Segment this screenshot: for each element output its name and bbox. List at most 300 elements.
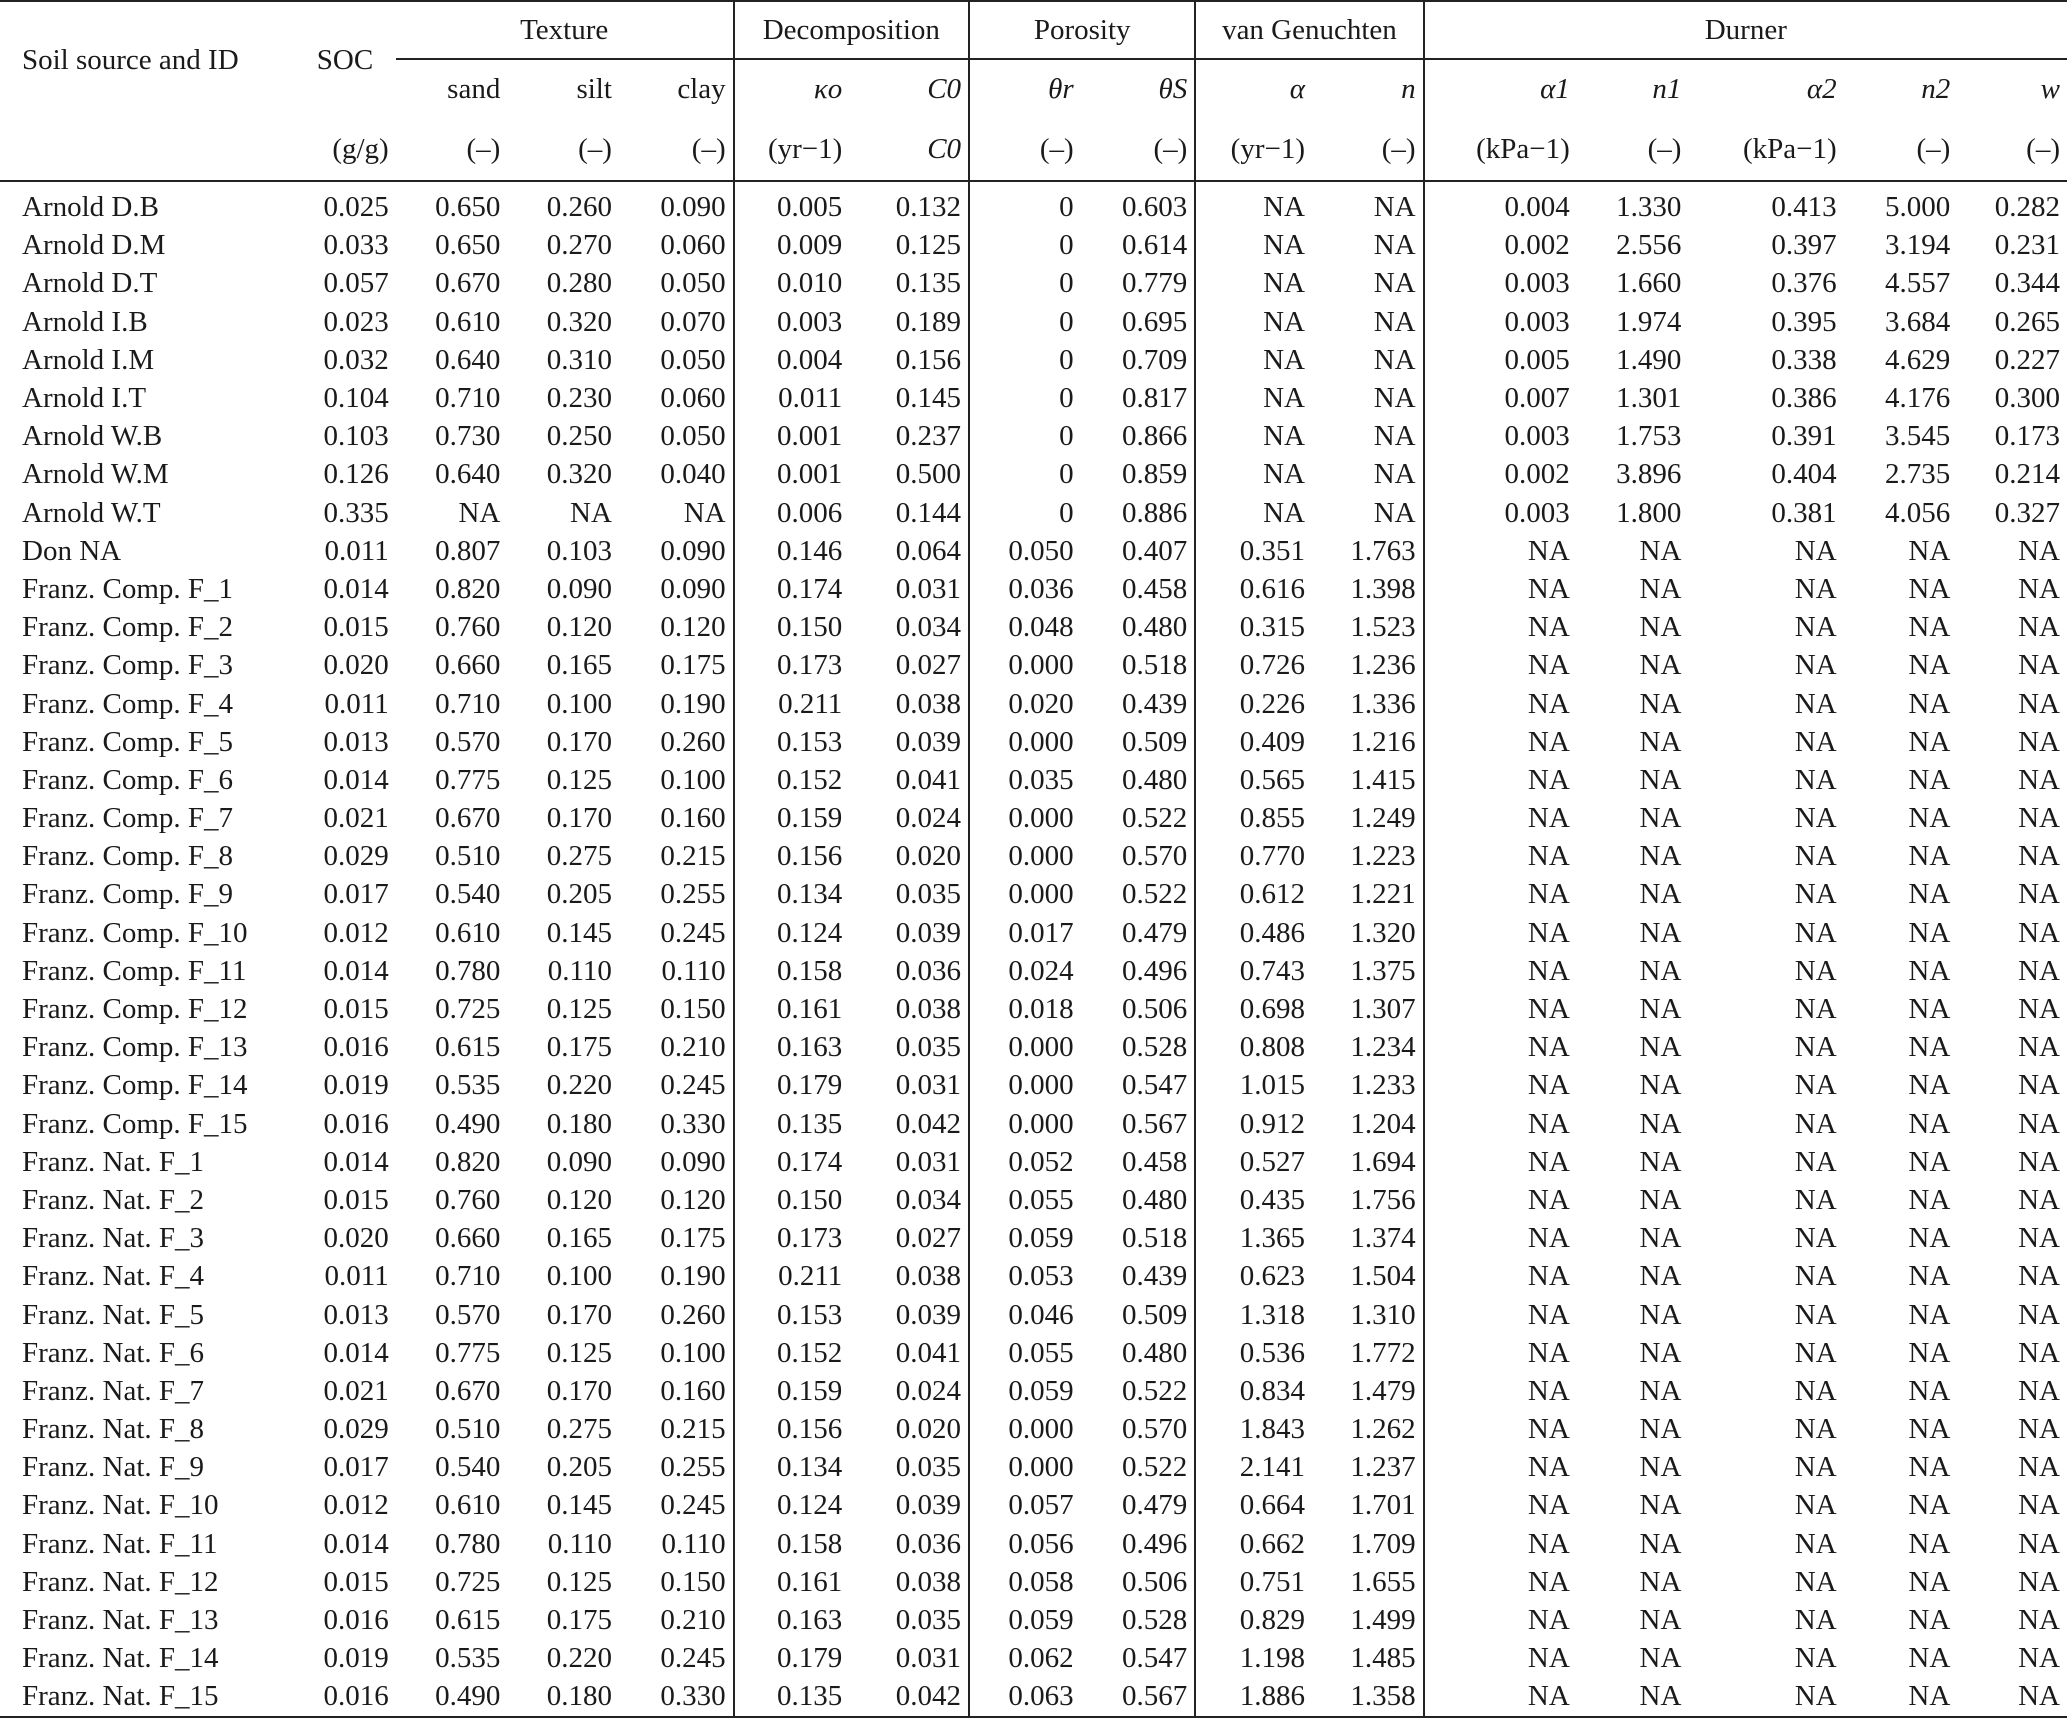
- cell-c0: 0.031: [895, 1145, 962, 1178]
- cell-c0: 0.189: [895, 305, 962, 338]
- cell-kappa0: 0.159: [734, 799, 850, 837]
- cell-n: NA: [1373, 420, 1416, 453]
- cell-w: 0.282: [1994, 191, 2060, 224]
- cell-w: NA: [2018, 687, 2060, 720]
- table-row: [0, 1486, 2067, 1524]
- table-row: [0, 264, 2067, 302]
- cell-clay: 0.330: [660, 1107, 726, 1140]
- cell-theta-r: 0.046: [969, 1295, 1081, 1333]
- cell-sand: 0.725: [435, 1565, 501, 1598]
- cell-alpha: 0.616: [1195, 570, 1312, 608]
- cell-n: 1.307: [1350, 993, 1416, 1026]
- col-header-soc: SOC: [316, 44, 374, 76]
- cell-w: 0.265: [1994, 305, 2060, 338]
- cell-theta-s: 0.695: [1122, 305, 1188, 338]
- cell-theta-s: 0.567: [1081, 1677, 1196, 1716]
- table-row: [0, 1525, 2067, 1563]
- cell-sand: 0.775: [435, 1336, 501, 1369]
- cell-clay: 0.060: [660, 382, 726, 415]
- cell-theta-r: 0.058: [969, 1563, 1081, 1601]
- table-row: [0, 1295, 2067, 1333]
- cell-alpha2: NA: [1794, 1298, 1837, 1331]
- cell-clay: 0.215: [660, 840, 726, 873]
- group-header-durner: Durner: [1424, 1, 2067, 59]
- cell-clay: 0.210: [660, 1604, 726, 1637]
- cell-silt: 0.120: [546, 1183, 612, 1216]
- cell-c0: 0.038: [895, 1260, 962, 1293]
- cell-silt: 0.205: [546, 878, 612, 911]
- cell-alpha1: 0.002: [1424, 455, 1577, 493]
- cell-silt: 0.180: [507, 1677, 619, 1716]
- cell-n: 1.249: [1350, 802, 1416, 835]
- cell-silt: 0.220: [546, 1642, 612, 1675]
- cell-alpha: 0.829: [1195, 1601, 1312, 1639]
- cell-alpha: 1.886: [1195, 1677, 1312, 1716]
- cell-alpha1: NA: [1424, 1181, 1577, 1219]
- cell-theta-s: 0.480: [1122, 763, 1188, 796]
- cell-n1: NA: [1639, 916, 1682, 949]
- cell-w: NA: [2018, 1260, 2060, 1293]
- cell-alpha: 1.365: [1195, 1219, 1312, 1257]
- cell-w: NA: [2018, 954, 2060, 987]
- cell-n2: NA: [1908, 840, 1951, 873]
- cell-theta-s: 0.458: [1122, 572, 1188, 605]
- cell-w: NA: [2018, 1222, 2060, 1255]
- cell-silt: NA: [570, 496, 612, 529]
- table-row: [0, 952, 2067, 990]
- cell-theta-r: 0.057: [969, 1486, 1081, 1524]
- cell-theta-r: 0.000: [969, 1448, 1081, 1486]
- cell-sand: 0.640: [435, 343, 501, 376]
- col-header-alpha2: α2: [1806, 73, 1837, 105]
- cell-n2: NA: [1908, 1222, 1951, 1255]
- cell-n2: NA: [1908, 687, 1951, 720]
- cell-n2: NA: [1908, 1260, 1951, 1293]
- cell-silt: 0.320: [546, 458, 612, 491]
- cell-c0: 0.027: [895, 649, 962, 682]
- group-header-decomposition: Decomposition: [734, 1, 969, 59]
- cell-n1: NA: [1639, 1298, 1682, 1331]
- cell-theta-s: 0.509: [1122, 725, 1188, 758]
- cell-kappa0: 0.163: [734, 1028, 850, 1066]
- cell-w: NA: [1957, 1677, 2067, 1716]
- table-row: [0, 455, 2067, 493]
- cell-sand: NA: [458, 496, 501, 529]
- cell-silt: 0.110: [547, 954, 612, 987]
- cell-alpha1: NA: [1424, 952, 1577, 990]
- cell-sand: 0.650: [435, 229, 501, 262]
- cell-w: 0.227: [1994, 343, 2060, 376]
- cell-n2: NA: [1908, 1183, 1951, 1216]
- cell-alpha1: NA: [1424, 875, 1577, 913]
- cell-sand: 0.510: [435, 1413, 501, 1446]
- cell-w: 0.214: [1994, 458, 2060, 491]
- cell-c0: 0.034: [895, 1183, 962, 1216]
- cell-n2: 3.194: [1885, 229, 1951, 262]
- cell-silt: 0.220: [546, 1069, 612, 1102]
- cell-n2: NA: [1908, 1413, 1951, 1446]
- cell-theta-s: 0.439: [1122, 1260, 1188, 1293]
- cell-c0: 0.237: [895, 420, 962, 453]
- cell-soil-id: Franz. Comp. F_8: [22, 840, 234, 873]
- cell-n: NA: [1373, 191, 1416, 224]
- cell-alpha1: NA: [1424, 1143, 1577, 1181]
- cell-n1: NA: [1639, 611, 1682, 644]
- cell-soil-id: Franz. Comp. F_11: [22, 954, 247, 987]
- cell-soc: 0.019: [323, 1642, 389, 1675]
- cell-alpha2: NA: [1794, 916, 1837, 949]
- cell-alpha2: NA: [1794, 954, 1837, 987]
- cell-alpha1: NA: [1424, 1563, 1577, 1601]
- table-row: [0, 1219, 2067, 1257]
- table-row: [0, 379, 2067, 417]
- cell-alpha: 0.808: [1195, 1028, 1312, 1066]
- cell-c0: 0.035: [895, 878, 962, 911]
- cell-n2: 4.629: [1885, 343, 1951, 376]
- cell-alpha: 0.351: [1195, 532, 1312, 570]
- cell-theta-s: 0.528: [1122, 1031, 1188, 1064]
- cell-n1: NA: [1639, 1642, 1682, 1675]
- cell-theta-r: 0: [969, 494, 1081, 532]
- cell-alpha2: NA: [1794, 725, 1837, 758]
- cell-soil-id: Franz. Comp. F_12: [22, 993, 248, 1026]
- cell-sand: 0.775: [435, 763, 501, 796]
- cell-theta-r: 0.020: [969, 684, 1081, 722]
- cell-silt: 0.090: [546, 1145, 612, 1178]
- header-row-groups: [0, 1, 2067, 59]
- cell-soc: 0.033: [323, 229, 389, 262]
- table-row: [0, 1677, 2067, 1716]
- table-row: [0, 1105, 2067, 1143]
- cell-w: NA: [2018, 1604, 2060, 1637]
- cell-theta-s: 0.570: [1122, 1413, 1188, 1446]
- cell-silt: 0.275: [546, 1413, 612, 1446]
- cell-alpha1: NA: [1424, 1257, 1577, 1295]
- cell-n1: 3.896: [1616, 458, 1682, 491]
- cell-clay: 0.175: [660, 1222, 726, 1255]
- cell-theta-s: 0.458: [1122, 1145, 1188, 1178]
- cell-c0: 0.041: [895, 763, 962, 796]
- cell-n: 1.336: [1350, 687, 1416, 720]
- cell-n: NA: [1373, 458, 1416, 491]
- cell-sand: 0.490: [396, 1677, 508, 1716]
- cell-c0: 0.042: [895, 1107, 962, 1140]
- cell-kappa0: 0.009: [734, 226, 850, 264]
- cell-kappa0: 0.003: [734, 303, 850, 341]
- cell-n1: NA: [1639, 572, 1682, 605]
- table-row: [0, 608, 2067, 646]
- cell-alpha1: NA: [1424, 1486, 1577, 1524]
- cell-theta-s: 0.886: [1122, 496, 1188, 529]
- cell-kappa0: 0.161: [734, 1563, 850, 1601]
- cell-n: 1.763: [1350, 534, 1416, 567]
- cell-theta-r: 0.000: [969, 837, 1081, 875]
- table-row: [0, 570, 2067, 608]
- cell-n1: 2.556: [1616, 229, 1682, 262]
- table-row: [0, 1410, 2067, 1448]
- cell-theta-s: 0.506: [1122, 1565, 1188, 1598]
- group-header-texture: Texture: [396, 1, 734, 59]
- cell-n: NA: [1373, 496, 1416, 529]
- cell-alpha2: NA: [1794, 802, 1837, 835]
- cell-alpha1: 0.007: [1424, 379, 1577, 417]
- cell-clay: 0.255: [660, 878, 726, 911]
- cell-w: 0.173: [1994, 420, 2060, 453]
- cell-silt: 0.280: [546, 267, 612, 300]
- cell-alpha: 0.912: [1195, 1105, 1312, 1143]
- cell-soil-id: Franz. Comp. F_7: [22, 802, 234, 835]
- cell-theta-r: 0.056: [969, 1525, 1081, 1563]
- cell-n2: NA: [1844, 1677, 1958, 1716]
- cell-alpha: NA: [1195, 417, 1312, 455]
- cell-clay: 0.215: [660, 1413, 726, 1446]
- cell-soc: 0.011: [324, 1260, 389, 1293]
- cell-clay: 0.260: [660, 725, 726, 758]
- cell-c0: 0.020: [895, 840, 962, 873]
- cell-silt: 0.125: [546, 1336, 612, 1369]
- cell-soil-id: Arnold W.B: [22, 420, 163, 453]
- cell-silt: 0.310: [546, 343, 612, 376]
- cell-alpha: 0.435: [1195, 1181, 1312, 1219]
- cell-theta-s: 0.518: [1122, 1222, 1188, 1255]
- cell-kappa0: 0.150: [734, 608, 850, 646]
- cell-w: NA: [2018, 1031, 2060, 1064]
- cell-theta-r: 0.036: [969, 570, 1081, 608]
- cell-soil-id: Franz. Nat. F_9: [22, 1451, 205, 1484]
- cell-silt: 0.230: [546, 382, 612, 415]
- cell-silt: 0.275: [546, 840, 612, 873]
- cell-alpha2: NA: [1794, 1183, 1837, 1216]
- cell-w: 0.300: [1994, 382, 2060, 415]
- cell-n: 1.358: [1312, 1677, 1424, 1716]
- cell-sand: 0.820: [435, 572, 501, 605]
- cell-n2: NA: [1908, 954, 1951, 987]
- cell-silt: 0.090: [546, 572, 612, 605]
- cell-alpha: 0.486: [1195, 914, 1312, 952]
- units-n2: (–): [1916, 133, 1951, 165]
- cell-theta-r: 0: [969, 226, 1081, 264]
- cell-soc: 0.013: [323, 1298, 389, 1331]
- cell-theta-r: 0.053: [969, 1257, 1081, 1295]
- cell-soil-id: Don NA: [22, 534, 122, 567]
- cell-silt: 0.170: [546, 1298, 612, 1331]
- cell-soil-id: Franz. Comp. F_6: [22, 763, 234, 796]
- cell-soil-id: Arnold D.B: [22, 191, 159, 224]
- cell-alpha1: NA: [1424, 761, 1577, 799]
- cell-kappa0: 0.001: [734, 417, 850, 455]
- cell-theta-s: 0.407: [1122, 534, 1188, 567]
- cell-c0: 0.024: [895, 802, 962, 835]
- table-row: [0, 990, 2067, 1028]
- cell-soc: 0.014: [323, 1145, 389, 1178]
- cell-alpha: 0.226: [1195, 684, 1312, 722]
- cell-n2: NA: [1908, 1642, 1951, 1675]
- cell-n: 1.234: [1350, 1031, 1416, 1064]
- cell-alpha2: 0.386: [1771, 382, 1837, 415]
- cell-theta-s: 0.603: [1122, 191, 1188, 224]
- table-row: [0, 1028, 2067, 1066]
- cell-silt: 0.110: [547, 1527, 612, 1560]
- cell-kappa0: 0.153: [734, 1295, 850, 1333]
- cell-kappa0: 0.211: [734, 1257, 850, 1295]
- cell-clay: 0.050: [660, 343, 726, 376]
- cell-soil-id: Franz. Nat. F_11: [22, 1527, 218, 1560]
- cell-n: 1.233: [1350, 1069, 1416, 1102]
- cell-alpha: NA: [1195, 226, 1312, 264]
- cell-theta-s: 0.439: [1122, 687, 1188, 720]
- table-row: [0, 417, 2067, 455]
- cell-n: 1.415: [1350, 763, 1416, 796]
- cell-alpha1: 0.004: [1424, 181, 1577, 226]
- cell-theta-r: 0.000: [969, 799, 1081, 837]
- table-row: [0, 532, 2067, 570]
- cell-n: 1.709: [1350, 1527, 1416, 1560]
- cell-alpha2: NA: [1794, 763, 1837, 796]
- cell-w: NA: [2018, 1183, 2060, 1216]
- cell-kappa0: 0.001: [734, 455, 850, 493]
- cell-theta-s: 0.866: [1122, 420, 1188, 453]
- cell-alpha: 0.536: [1195, 1334, 1312, 1372]
- cell-alpha: 0.315: [1195, 608, 1312, 646]
- cell-soc: 0.014: [323, 1336, 389, 1369]
- cell-alpha2: NA: [1794, 1069, 1837, 1102]
- cell-alpha1: NA: [1424, 1066, 1577, 1104]
- cell-c0: 0.145: [895, 382, 962, 415]
- cell-n: 1.479: [1350, 1374, 1416, 1407]
- cell-n2: NA: [1908, 1031, 1951, 1064]
- cell-alpha2: 0.397: [1771, 229, 1837, 262]
- cell-clay: 0.260: [660, 1298, 726, 1331]
- cell-silt: 0.250: [546, 420, 612, 453]
- cell-c0: 0.034: [895, 611, 962, 644]
- cell-soc: 0.015: [323, 1183, 389, 1216]
- cell-alpha2: NA: [1794, 1031, 1837, 1064]
- cell-w: NA: [2018, 1107, 2060, 1140]
- cell-alpha: 1.015: [1195, 1066, 1312, 1104]
- cell-alpha: 1.843: [1195, 1410, 1312, 1448]
- cell-n2: NA: [1908, 572, 1951, 605]
- cell-n2: NA: [1908, 1298, 1951, 1331]
- cell-n1: 1.330: [1616, 191, 1682, 224]
- cell-n: 1.523: [1350, 611, 1416, 644]
- cell-kappa0: 0.152: [734, 1334, 850, 1372]
- cell-alpha2: NA: [1794, 1489, 1837, 1522]
- cell-alpha1: NA: [1424, 532, 1577, 570]
- cell-silt: 0.125: [546, 763, 612, 796]
- cell-theta-r: 0.059: [969, 1601, 1081, 1639]
- cell-n: NA: [1373, 382, 1416, 415]
- cell-kappa0: 0.134: [734, 875, 850, 913]
- cell-c0: 0.036: [895, 1527, 962, 1560]
- cell-soc: 0.017: [323, 1451, 389, 1484]
- cell-n: 1.701: [1350, 1489, 1416, 1522]
- cell-alpha2: NA: [1794, 1604, 1837, 1637]
- cell-sand: 0.660: [435, 1222, 501, 1255]
- table-row: [0, 494, 2067, 532]
- cell-sand: 0.820: [435, 1145, 501, 1178]
- cell-n2: NA: [1908, 1107, 1951, 1140]
- cell-n1: NA: [1639, 1451, 1682, 1484]
- table-row: [0, 226, 2067, 264]
- cell-silt: 0.165: [546, 1222, 612, 1255]
- cell-theta-r: 0: [969, 417, 1081, 455]
- cell-soil-id: Franz. Nat. F_10: [22, 1489, 219, 1522]
- cell-c0: 0.038: [895, 1565, 962, 1598]
- cell-sand: 0.670: [435, 802, 501, 835]
- cell-clay: 0.150: [660, 993, 726, 1026]
- cell-n: 1.221: [1350, 878, 1416, 911]
- cell-n: 1.375: [1350, 954, 1416, 987]
- cell-silt: 0.125: [546, 1565, 612, 1598]
- cell-n2: NA: [1908, 1527, 1951, 1560]
- cell-soc: 0.013: [323, 725, 389, 758]
- cell-alpha2: NA: [1794, 649, 1837, 682]
- col-header-n2: n2: [1921, 73, 1951, 105]
- cell-soil-id: Franz. Nat. F_3: [22, 1222, 205, 1255]
- cell-soc: 0.020: [323, 649, 389, 682]
- table-row: [0, 1601, 2067, 1639]
- cell-alpha1: NA: [1424, 646, 1577, 684]
- cell-n: 1.374: [1350, 1222, 1416, 1255]
- cell-c0: 0.038: [895, 687, 962, 720]
- cell-soil-id: Franz. Nat. F_7: [22, 1374, 205, 1407]
- cell-w: NA: [2018, 1298, 2060, 1331]
- cell-w: NA: [2018, 1374, 2060, 1407]
- cell-alpha2: NA: [1794, 1107, 1837, 1140]
- cell-clay: 0.090: [660, 191, 726, 224]
- cell-n2: 5.000: [1885, 191, 1951, 224]
- cell-silt: 0.170: [546, 1374, 612, 1407]
- cell-alpha2: 0.391: [1771, 420, 1837, 453]
- cell-soc: 0.012: [323, 916, 389, 949]
- cell-theta-s: 0.570: [1122, 840, 1188, 873]
- cell-alpha: 0.623: [1195, 1257, 1312, 1295]
- cell-soc: 0.029: [323, 840, 389, 873]
- cell-alpha1: NA: [1424, 1601, 1577, 1639]
- cell-n1: NA: [1639, 725, 1682, 758]
- cell-theta-r: 0.000: [969, 723, 1081, 761]
- cell-soc: 0.011: [324, 687, 389, 720]
- cell-n1: NA: [1639, 1565, 1682, 1598]
- cell-n1: NA: [1639, 954, 1682, 987]
- cell-theta-r: 0: [969, 379, 1081, 417]
- cell-c0: 0.039: [895, 1298, 962, 1331]
- cell-w: NA: [2018, 1069, 2060, 1102]
- cell-n: 1.310: [1350, 1298, 1416, 1331]
- cell-soil-id: Franz. Nat. F_4: [22, 1260, 205, 1293]
- cell-n1: 1.301: [1616, 382, 1682, 415]
- cell-alpha2: NA: [1794, 1336, 1837, 1369]
- cell-sand: 0.760: [435, 1183, 501, 1216]
- cell-n1: NA: [1639, 878, 1682, 911]
- col-header-w: w: [2040, 73, 2060, 105]
- cell-kappa0: 0.124: [734, 914, 850, 952]
- cell-c0: 0.038: [895, 993, 962, 1026]
- col-header-soil-source: Soil source and ID: [22, 44, 239, 76]
- cell-n1: NA: [1639, 1107, 1682, 1140]
- cell-soc: 0.057: [323, 267, 389, 300]
- cell-silt: 0.100: [546, 1260, 612, 1293]
- cell-theta-s: 0.509: [1122, 1298, 1188, 1331]
- cell-alpha2: NA: [1794, 1451, 1837, 1484]
- table-row: [0, 1372, 2067, 1410]
- cell-theta-r: 0.000: [969, 1066, 1081, 1104]
- units-theta-s: (–): [1153, 133, 1188, 165]
- cell-theta-s: 0.518: [1122, 649, 1188, 682]
- cell-theta-s: 0.547: [1122, 1069, 1188, 1102]
- cell-c0: 0.144: [895, 496, 962, 529]
- cell-sand: 0.807: [435, 534, 501, 567]
